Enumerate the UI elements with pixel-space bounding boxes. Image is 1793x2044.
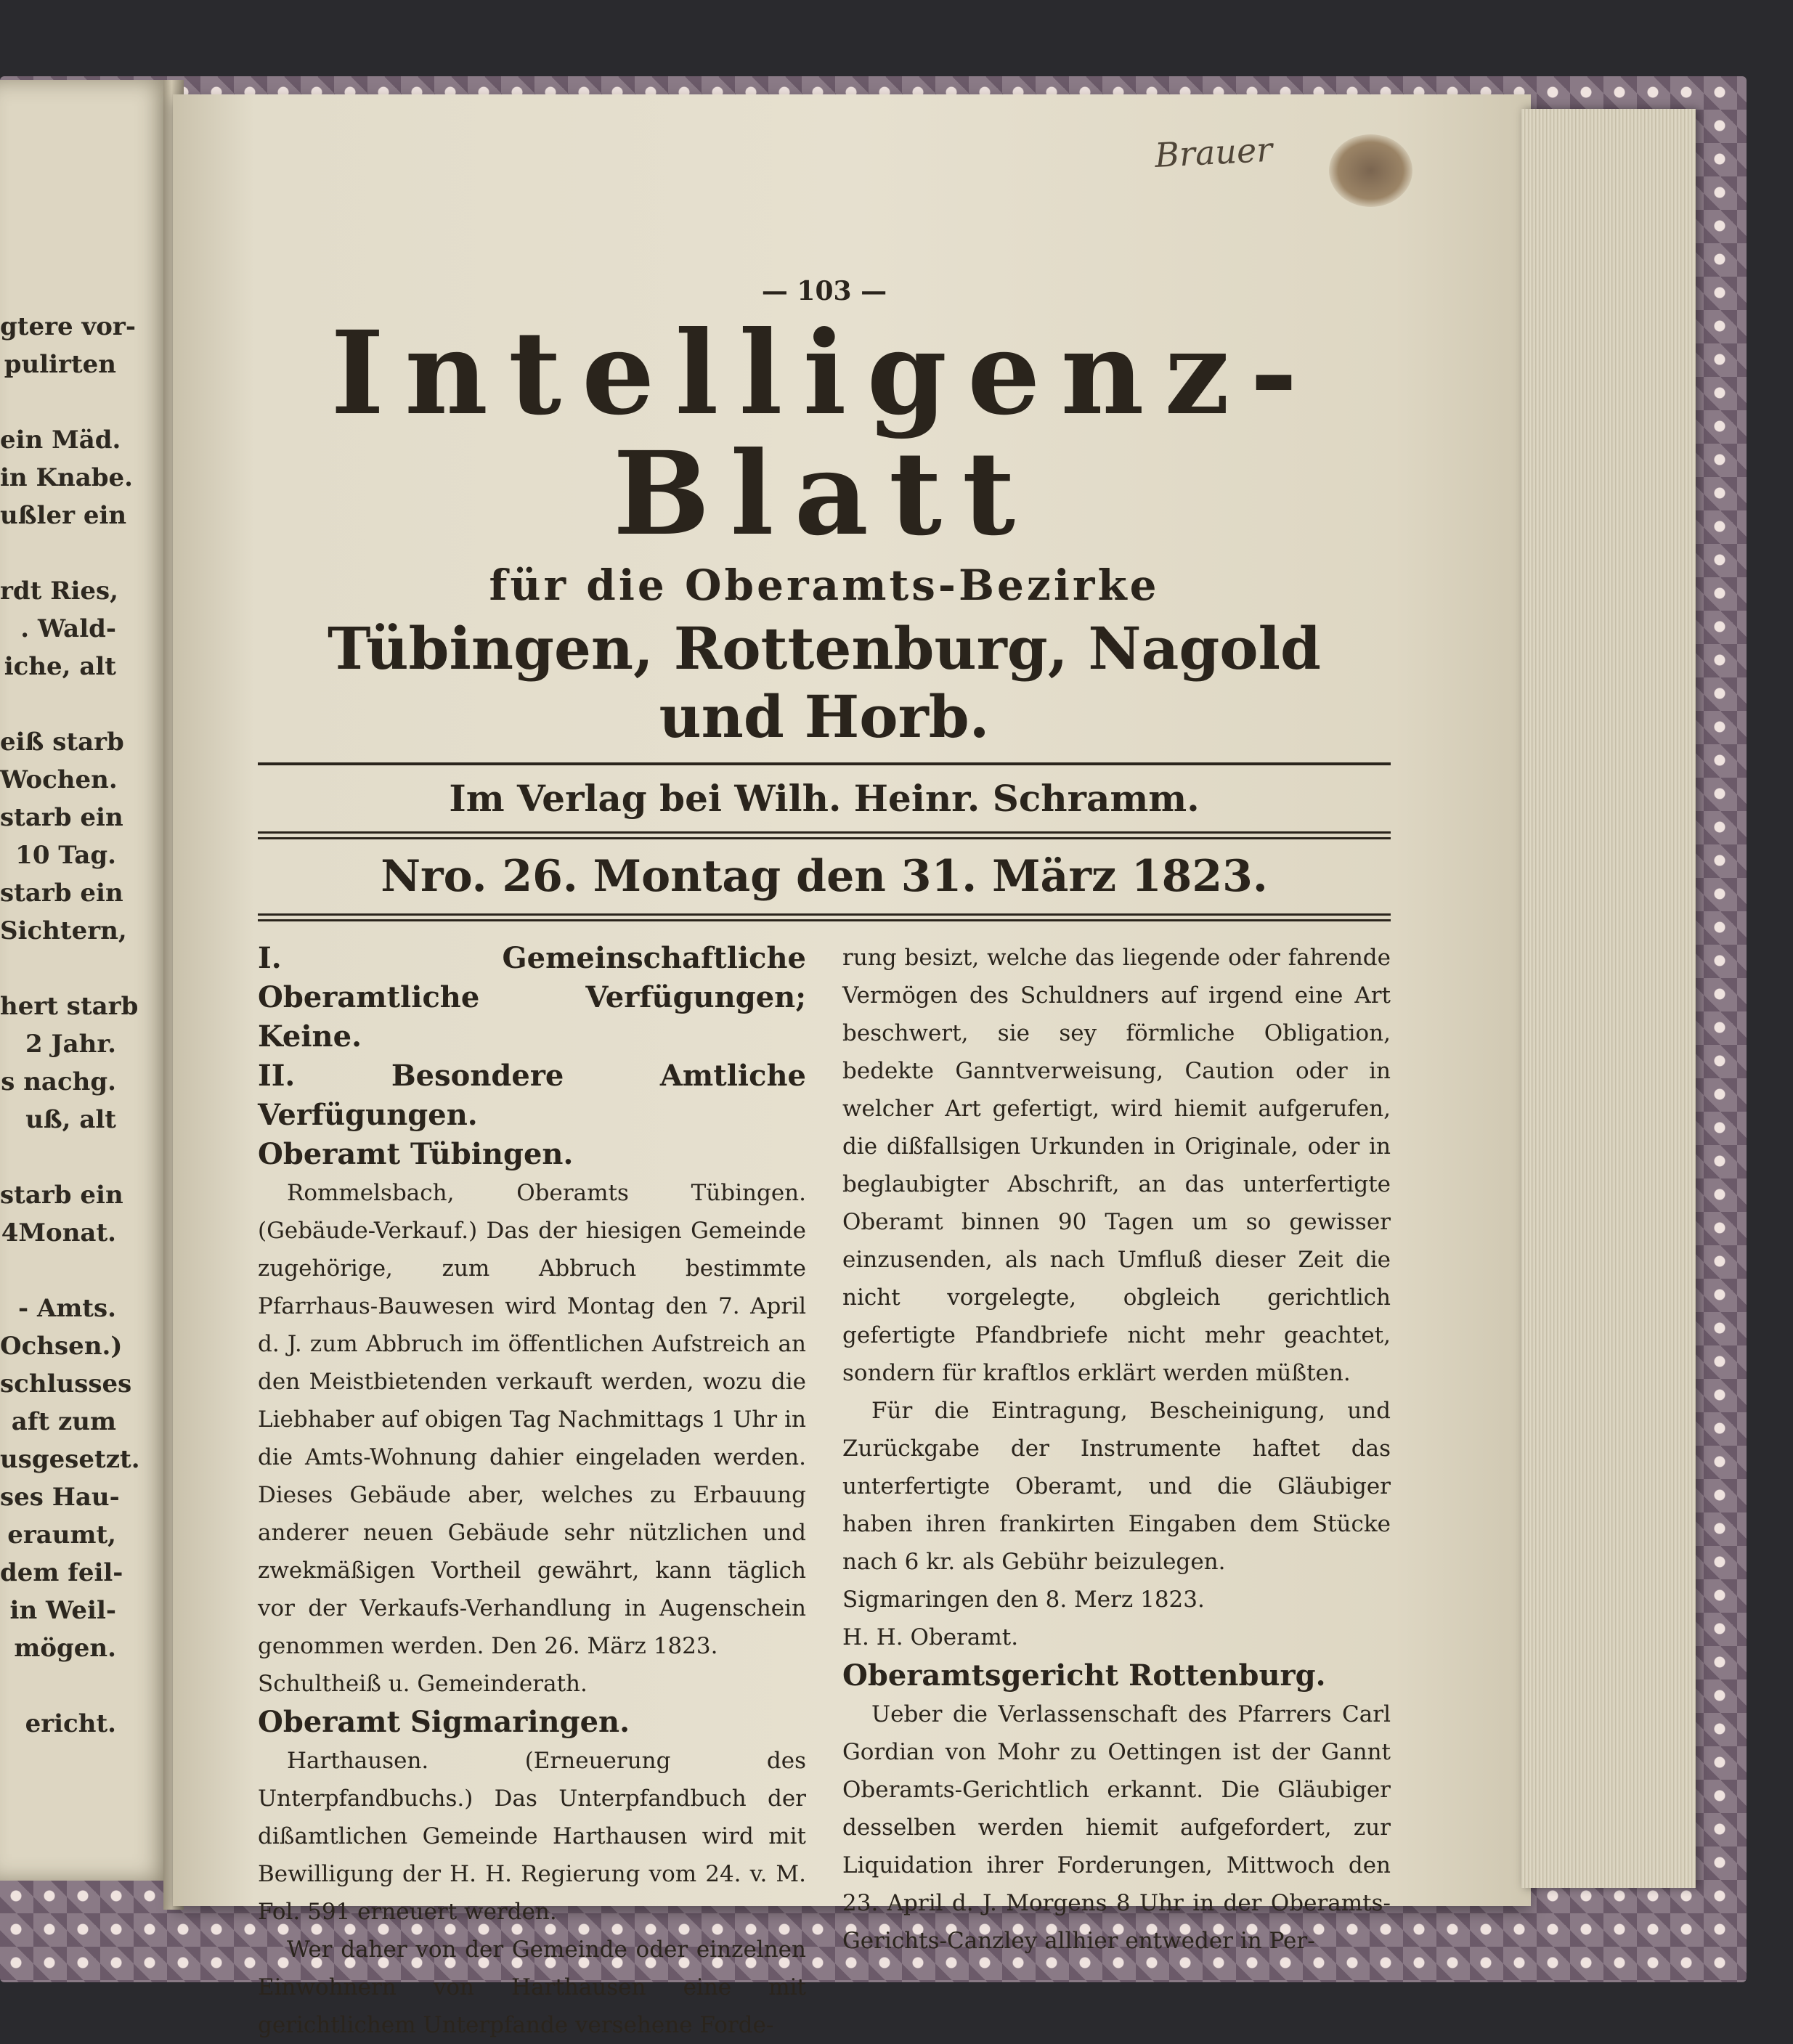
left-page-line: Sichtern, bbox=[0, 916, 127, 945]
masthead-districts: Tübingen, Rottenburg, Nagold und Horb. bbox=[327, 614, 1321, 751]
left-page-line: 10 Tag. bbox=[15, 841, 116, 870]
left-page-line: eraumt, bbox=[7, 1520, 116, 1550]
notice-paragraph: Harthausen. (Erneuerung des Unterpfandbuchs.) Das Unterpfandbuch der dißamtlichen Gemeinde Harthausen wird mit Bewilligung der H. H. Regierung vom 24. v. M. Fol. 591 erneuert werden. bbox=[258, 1747, 806, 1925]
notice-signature: H. H. Oberamt. bbox=[842, 1624, 1019, 1650]
divider bbox=[258, 913, 1391, 921]
left-page-line: 2 Jahr. bbox=[25, 1030, 116, 1059]
left-page-line bbox=[0, 1672, 116, 1709]
left-page-line: eiß starb bbox=[0, 728, 124, 757]
notice-paragraph: Rommelsbach, Oberamts Tübingen. (Gebäude-Verkauf.) Das der hiesigen Gemeinde zugehörige, zum Abbruch bestimmte Pfarrhaus-Bauwesen wird Montag den 7. April d. J. zum Abbruch im öffentlichen Aufstreich an den Meistbietenden verkauft werden, wozu die Liebhaber auf obigen Tag Nachmittags 1 Uhr in die Amts-Wohnung dahier eingeladen werden. Dieses Gebäude aber, welches zu Erbauung anderer neuen Gebäude sehr nützlichen und zwekmäßigen Vortheil gewährt, kann täglich vor der Verkaufs-Verhandlung in Augenschein genommen werden. Den 26. März 1823. bbox=[258, 1179, 806, 1659]
page-number: — 103 — bbox=[761, 276, 887, 306]
column-right bbox=[842, 939, 1391, 2044]
left-page-line: starb ein bbox=[0, 1181, 123, 1210]
left-page-line: mögen. bbox=[14, 1634, 116, 1663]
left-page-line bbox=[0, 1256, 116, 1294]
masthead-subtitle: für die Oberamts-Bezirke bbox=[489, 560, 1160, 610]
notice-paragraph: Für die Eintragung, Bescheinigung, und Zurückgabe der Instrumente haftet das unterfertigte Oberamt, und die Gläubiger haben ihren frankirten Eingaben dem Stücke nach 6 kr. als Gebühr beizulegen. bbox=[842, 1397, 1391, 1575]
left-page-line: - Amts. bbox=[18, 1294, 116, 1323]
left-page-line bbox=[0, 539, 116, 577]
notice-paragraph: rung besizt, welche das liegende oder fahrende Vermögen des Schuldners auf irgend eine Art beschwert, sie sey förmliche Obligation, bedekte Ganntverweisung, Caution oder in welcher Art gefertigt, wird hiemit aufgerufen, die dißfallsigen Urkunden in Originale, oder in beglaubigter Abschrift, an das unterfertigte Oberamt binnen 90 Tagen um so gewisser einzusenden, als nach Umfluß dieser Zeit die nicht vorgelegte, obgleich gerichtlich gefertigte Pfandbriefe nicht mehr geachtet, sondern für kraftlos erklärt werden müßten. bbox=[842, 944, 1391, 1386]
left-page-line: starb ein bbox=[0, 879, 123, 908]
left-page-line bbox=[0, 954, 116, 992]
left-page-text bbox=[0, 312, 140, 1747]
publisher-line: Im Verlag bei Wilh. Heinr. Schramm. bbox=[449, 776, 1200, 820]
document-content bbox=[258, 276, 1391, 2044]
divider bbox=[258, 762, 1391, 765]
left-page-line: ses Hau- bbox=[0, 1483, 120, 1512]
left-page-line: aft zum bbox=[11, 1407, 116, 1436]
column-left bbox=[258, 939, 806, 2044]
left-page-line: . Wald- bbox=[20, 614, 116, 643]
left-page-line: rdt Ries, bbox=[0, 577, 119, 606]
notice-paragraph: Wer daher von der Gemeinde oder einzelnen Einwohnern von Harthausen eine mit gerichtlichem Unterpfande versehene Forde- bbox=[258, 1936, 806, 2038]
left-page-line bbox=[0, 1143, 116, 1181]
masthead-title: Intelligenz-Blatt bbox=[330, 306, 1318, 561]
left-page-line: hert starb bbox=[0, 992, 139, 1021]
left-page-line: s nachg. bbox=[1, 1067, 116, 1096]
left-page-line: schlusses bbox=[0, 1369, 132, 1398]
left-page-line: ericht. bbox=[25, 1709, 116, 1738]
left-page-line: starb ein bbox=[0, 803, 123, 832]
left-page-line: ein Mäd. bbox=[0, 426, 121, 455]
left-page-line: uß, alt bbox=[25, 1105, 116, 1134]
notice-date: Sigmaringen den 8. Merz 1823. bbox=[842, 1586, 1205, 1613]
left-page-line: in Knabe. bbox=[0, 463, 134, 492]
left-page-line: Ochsen.) bbox=[0, 1332, 123, 1361]
article-columns bbox=[258, 939, 1391, 2044]
notice-signature: Schultheiß u. Gemeinderath. bbox=[258, 1670, 587, 1697]
left-page-line bbox=[0, 690, 116, 728]
left-page-line: Wochen. bbox=[0, 765, 118, 794]
left-page-line: in Weil- bbox=[9, 1596, 116, 1625]
handwritten-signature: Brauer bbox=[1153, 129, 1274, 176]
left-page-line: gtere vor- bbox=[0, 312, 136, 341]
issue-line: Nro. 26. Montag den 31. März 1823. bbox=[381, 850, 1268, 902]
divider bbox=[258, 831, 1391, 839]
left-page-line: usgesetzt. bbox=[0, 1445, 140, 1474]
left-page-line: ußler ein bbox=[0, 501, 127, 530]
left-page-line: 4Monat. bbox=[1, 1218, 116, 1247]
section-heading: II. Besondere Amtliche Verfügungen. bbox=[258, 1058, 806, 1132]
office-heading: Oberamt Tübingen. bbox=[258, 1136, 574, 1171]
section-heading: I. Gemeinschaftliche Oberamtliche Verfügungen; Keine. bbox=[258, 940, 806, 1054]
left-page-line bbox=[0, 388, 116, 426]
notice-paragraph: Ueber die Verlassenschaft des Pfarrers Carl Gordian von Mohr zu Oettingen ist der Gannt Oberamts-Gerichtlich erkannt. Die Gläubiger desselben werden hiemit aufgefordert, zur Liquidation ihrer Forderungen, Mittwoch den 23. April d. J. Morgens 8 Uhr in der Oberamts-Gerichts-Canzley allhier entweder in Per- bbox=[842, 1701, 1391, 1954]
page-edges bbox=[1521, 109, 1696, 1888]
office-heading: Oberamtsgericht Rottenburg. bbox=[842, 1658, 1326, 1693]
left-page-line: dem feil- bbox=[0, 1558, 123, 1587]
office-heading: Oberamt Sigmaringen. bbox=[258, 1704, 630, 1739]
left-page-line: iche, alt bbox=[4, 652, 116, 681]
left-page-line: pulirten bbox=[4, 350, 116, 379]
